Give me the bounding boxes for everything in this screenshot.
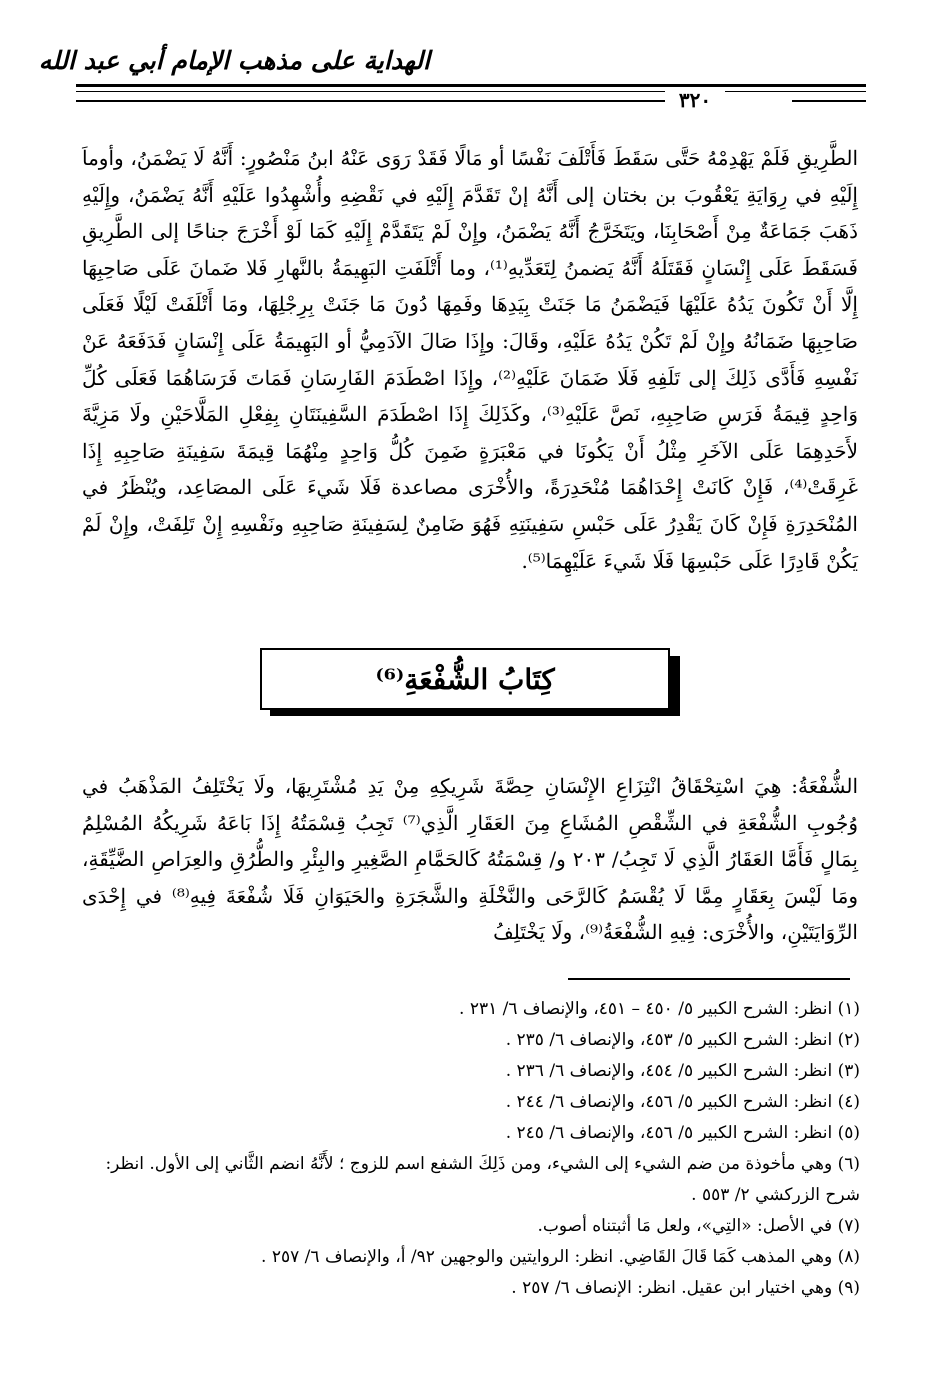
- footnote-separator: [568, 978, 850, 980]
- header-rule-lower-left: [76, 100, 686, 102]
- footnote-5: (٥) انظر: الشرح الكبير ٥/ ٤٥٦، والإنصاف ٦/ ٢٤٥ .: [505, 1123, 860, 1143]
- footnote-1: (١) انظر: الشرح الكبير ٥/ ٤٥٠ – ٤٥١، والإنصاف ٦/ ٢٣١ .: [459, 999, 860, 1019]
- body-paragraph-2: الشُّفْعَةُ: هِيَ اسْتِحْقَاقُ انْتِزَاعِ الإِنْسَانِ حِصَّةَ شَرِيكِهِ مِنْ يَدِ مُشْتَرِيهَا، ولَا يَخْتَلِفُ المَذْهَبُ في وُجُوبِ الشُّفْعَةِ في الشِّقْصِ المُشَاعِ مِنَ العَقَارِ الَّذِي⁽⁷⁾ تَجِبُ قِسْمَتُهُ إِذَا بَاعَهُ شَرِيكُهُ المُسْلِمُ بِمَالٍ فَأَمَّا العَقَارُ الَّذِي لَا تَجِبُ/ ٢٠٣ و/ قِسْمَتُهُ كَالحَمَّامِ الصَّغِيرِ والبِئْرِ والطُّرُقِ والعِرَاصِ الضَّيِّقَةِ، ومَا لَيْسَ بِعَقَارٍ مِمَّا لَا يُقْسَمُ كَالرَّحَى والنَّخْلَةِ والشَّجَرَةِ والحَيَوَانِ فَلَا شُفْعَةَ فِيهِ⁽⁸⁾ في إِحْدَى الرِّوَايَتَيْنِ، والأُخْرَى: فِيهِ الشُّفْعَةُ⁽⁹⁾، ولَا يَخْتَلِفُ: [82, 774, 859, 945]
- footnote-6: (٦) وهي مأخوذة من ضم الشيء إلى الشيء، ومن ذَلِكَ الشفع اسم للزوج ؛ لأَنَّهُ انضم الثَّاني إلى الأول. انظر: شرح الزركشي ٢/ ٥٥٣ .: [105, 1154, 860, 1205]
- footnote-3: (٣) انظر: الشرح الكبير ٥/ ٤٥٤، والإنصاف ٦/ ٢٣٦ .: [505, 1061, 860, 1081]
- header-rule-thick: [76, 84, 866, 87]
- chapter-heading-box: [260, 648, 670, 710]
- header-rule-lower-right: [792, 100, 866, 102]
- body-paragraph-1: الطَّرِيقِ فَلَمْ يَهْدِمْهُ حَتَّى سَقَطَ فَأَتْلَفَ نَفْسًا أو مَالًا فَقَدْ رَوَى عَنْهُ ابنُ مَنْصُورٍ: أَنَّهُ لَا يَضْمَنُ، وأوماَ إِلَيْهِ في رِوَايَةِ يَعْقُوبَ بن بختان إلى أَنَّهُ إنْ تَقَدَّمَ إِلَيْهِ في نَقْضِهِ وأُشْهِدُوا عَلَيْهِ أَنَّهُ يَضْمَنُ، وإِلَيْهِ ذَهَبَ جَمَاعَةٌ مِنْ أَصْحَابِنَا، ويَتَخَرَّجُ أَنَّهُ يَضْمَنُ، وإِنْ لَمْ يَتَقَدَّمْ إِلَيْهِ كَمَا لَوْ أَخْرَجَ جناحًا إلى الطَّرِيقِ فَسَقَطَ عَلَى إِنْسَانٍ فَقَتَلَهُ أَنَّهُ يَضمنُ لِتَعَدِّيهِ⁽¹⁾، وما أَتْلَفَتِ البَهِيمَةُ بالنَّهارِ فَلا ضَمانَ عَلَى صَاحِبِهَا إِلَّا أَنْ تَكُونَ يَدُهُ عَلَيْهَا فَيَضْمَنُ مَا جَنَتْ بِيَدِهَا وفَمِهَا دُونَ مَا جَنَتْ بِرِجْلِهَا، ومَا أَتْلَفَتْ لَيْلًا فَعَلَى صَاحِبِهَا ضَمَانُهُ وإِنْ لَمْ تَكُنْ يَدُهُ عَلَيْهِ، وقَالَ: وإِذَا صَالَ الآدَمِيُّ أو البَهِيمَةُ عَلَى إِنْسَانٍ فَدَفَعَهُ عَنْ نَفْسِهِ فَأَدَّى ذَلِكَ إلى تَلَفِهِ فَلَا ضَمَانَ عَلَيْهِ⁽²⁾، وإِذَا اصْطَدَمَ الفَارِسَانِ فَمَاتَ فَرَسَاهُمَا فَعَلَى كُلِّ وَاحِدٍ قِيمَةُ فَرَسِ صَاحِبِهِ، نَصَّ عَلَيْهِ⁽³⁾، وكَذَلِكَ إِذَا اصْطَدَمَ السَّفِينَتَانِ بِفِعْلِ المَلَّاحَيْنِ ولَا مَزِيَّةَ لأَحَدِهِمَا عَلَى الآخَرِ مِثْلُ أَنْ يَكُونَا في مَعْبَرَةٍ ضَمِنَ كُلُّ وَاحِدٍ مِنْهُمَا قِيمَةَ سَفِينَةِ صَاحِبِهِ إِذَا غَرِقَتْ⁽⁴⁾، فَإِنْ كَانَتْ إِحْدَاهُمَا مُنْحَدِرَةً، والأُخْرَى مصاعدة فَلَا شَيءَ عَلَى المصَاعِد، ويُنْظَرُ في المُنْحَدِرَةِ فَإِنْ كَانَ يَقْدِرُ عَلَى حَبْسِ سَفِينَتِهِ فَهُوَ ضَامِنٌ لِسَفِينَةِ صَاحِبِهِ ونَفْسِهِ إِنْ تَلِفَتْ، وإِنْ لَمْ يَكُنْ قَادِرًا عَلَى حَبْسِهَا فَلَا شَيءَ عَلَيْهِمَا⁽⁵⁾.: [82, 146, 859, 573]
- footnote-9: (٩) وهي اختيار ابن عقيل. انظر: الإنصاف ٦/ ٢٥٧ .: [511, 1278, 860, 1298]
- chapter-title: كِتَابُ الشُّفْعَةِ⁽⁶⁾: [375, 662, 555, 696]
- footnotes-list: [70, 994, 860, 1304]
- footnote-7: (٧) في الأصل: «التِي»، ولعل مَا أثبتناه أصوب.: [537, 1216, 860, 1236]
- footnote-8: (٨) وهي المذهب كَمَا قَالَ القَاضِي. انظر: الروايتين والوجهين ٩٢/ أ، والإنصاف ٦/ ٢٥٧ .: [261, 1247, 860, 1267]
- footnote-2: (٢) انظر: الشرح الكبير ٥/ ٤٥٣، والإنصاف ٦/ ٢٣٥ .: [505, 1030, 860, 1050]
- running-title: الهداية على مذهب الإمام أبي عبد الله: [38, 46, 430, 75]
- footnote-4: (٤) انظر: الشرح الكبير ٥/ ٤٥٦، والإنصاف ٦/ ٢٤٤ .: [505, 1092, 860, 1112]
- page-number-wrapper: [600, 88, 790, 112]
- page-number: ٣٢٠: [665, 88, 725, 112]
